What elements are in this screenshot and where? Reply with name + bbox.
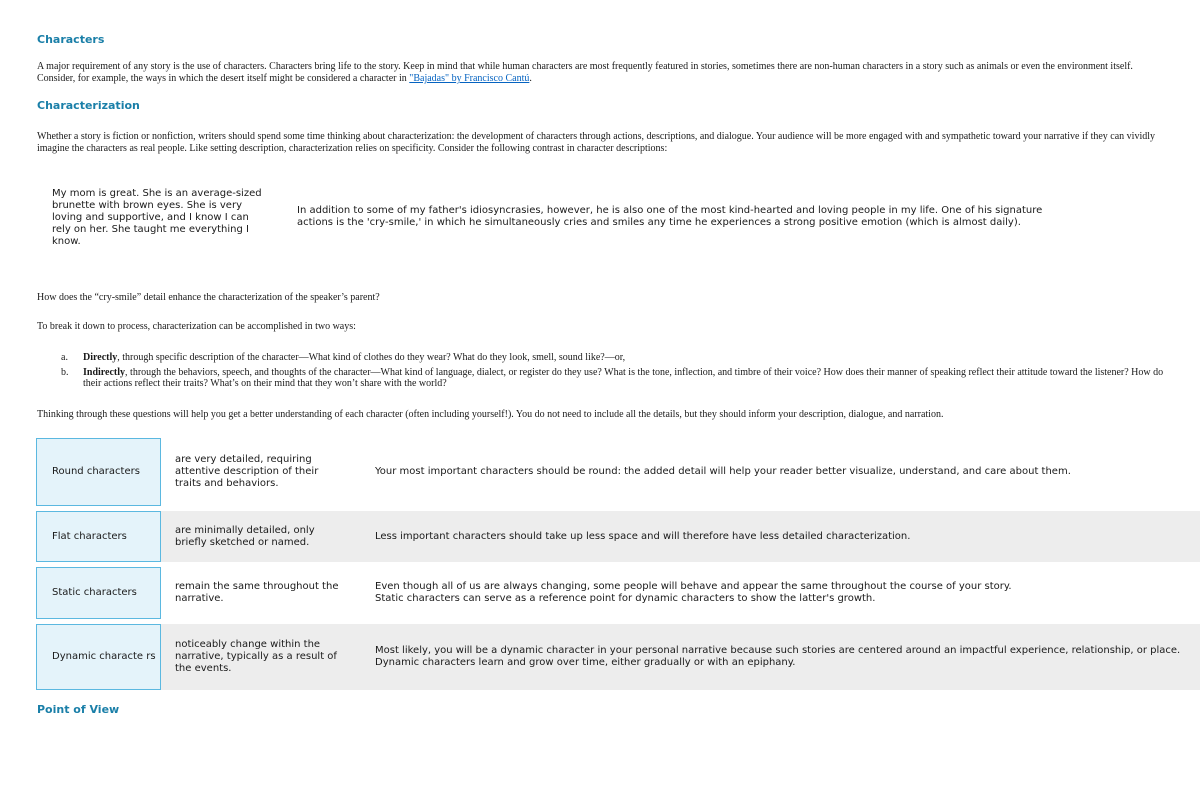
character-type-note: Even though all of us are always changing, some people will behave and appear the same throughout the course of your story. Static characters can serve as a reference point for dynamic characters to show the latter's growth.: [375, 581, 1012, 604]
character-type-description: noticeably change within the narrative, typically as a result of the events.: [161, 624, 361, 690]
character-type-note: Your most important characters should be round: the added detail will help your reader better visualize, understand, and care about them.: [375, 466, 1071, 477]
character-type-note: Most likely, you will be a dynamic character in your personal narrative because such stories are centered around an impactful experience, relationship, or place. Dynamic characters learn and grow over time, either gradually or with an epiphany.: [361, 624, 1200, 690]
character-type-description: remain the same throughout the narrative.: [175, 581, 339, 604]
example-left: My mom is great. She is an average-sized brunette with brown eyes. She is very loving and supportive, and I know I can rely on her. She taught me everything I know.: [52, 188, 262, 247]
list-item-bold: Directly: [83, 352, 118, 363]
intro-after-link: .: [529, 73, 532, 84]
list-item-bold: Indirectly: [83, 367, 126, 378]
table-row: [36, 438, 1200, 506]
thinking-paragraph: Thinking through these questions will help you get a better understanding of each character (often including yourself!). You do not need to include all the details, but they should inform your description, dialogue, and narration.: [37, 409, 944, 420]
table-row: [36, 567, 1200, 619]
character-type-note: Less important characters should take up less space and will therefore have less detailed characterization.: [361, 511, 1200, 562]
question-text: How does the “cry-smile” detail enhance the characterization of the speaker’s parent?: [37, 292, 380, 303]
list-marker: a.: [61, 352, 68, 363]
intro-text: A major requirement of any story is the use of characters. Characters bring life to the story. Keep in mind that while human characters are most frequently featured in stories, sometimes there are non-human characters in a story such as animals or even the environment itself. Consider, for example, the ways in which the desert itself might be considered a character in: [37, 61, 1133, 84]
list-item-rest: , through the behaviors, speech, and thoughts of the character—What kind of language, dialect, or register do they use? What is the tone, inflection, and timbre of their voice? How does their manner of speaking reflect their attitude toward the listener? How do their actions reflect their traits? What’s on their mind that they won’t share with the world?: [83, 367, 1164, 389]
character-type-name: Dynamic characte rs: [36, 624, 161, 690]
example-right: In addition to some of my father's idiosyncrasies, however, he is also one of the most kind-hearted and loving people in my life. One of his signature actions is the 'cry-smile,' in which he simultaneously cries and smiles any time he experiences a strong positive emotion (which is almost daily).: [297, 205, 1043, 228]
list-item-rest: , through specific description of the character—What kind of clothes do they wear? What do they look, smell, sound like?—or,: [117, 352, 626, 363]
list-marker: b.: [61, 367, 69, 378]
character-type-description: are minimally detailed, only briefly sketched or named.: [161, 511, 361, 562]
table-row: [36, 511, 1200, 562]
bajadas-link[interactable]: "Bajadas" by Francisco Cantú: [409, 73, 530, 84]
character-types-table: [36, 438, 1200, 690]
section-heading-characterization: Characterization: [37, 99, 140, 112]
list-item-text: [83, 367, 1168, 389]
section-heading-characters: Characters: [37, 33, 105, 46]
break-down-text: To break it down to process, characterization can be accomplished in two ways:: [37, 321, 356, 332]
list-item-text: [83, 352, 1168, 363]
character-type-name: Flat characters: [36, 511, 161, 562]
section-heading-point-of-view: Point of View: [37, 703, 120, 716]
character-type-description: are very detailed, requiring attentive description of their traits and behaviors.: [175, 454, 319, 489]
table-row: [36, 624, 1200, 690]
intro-paragraph: [37, 61, 1172, 85]
character-type-name: Static characters: [36, 567, 161, 619]
character-type-name: Round characters: [36, 438, 161, 506]
characterization-paragraph: Whether a story is fiction or nonfiction, writers should spend some time thinking about characterization: the development of characters through actions, descriptions, and dialogue. Your audience will be more engaged with and sympathetic toward your narrative if they can vividly imagine the characters as real people. Like setting description, characterization relies on specificity. Consider the following contrast in character descriptions:: [37, 131, 1156, 154]
